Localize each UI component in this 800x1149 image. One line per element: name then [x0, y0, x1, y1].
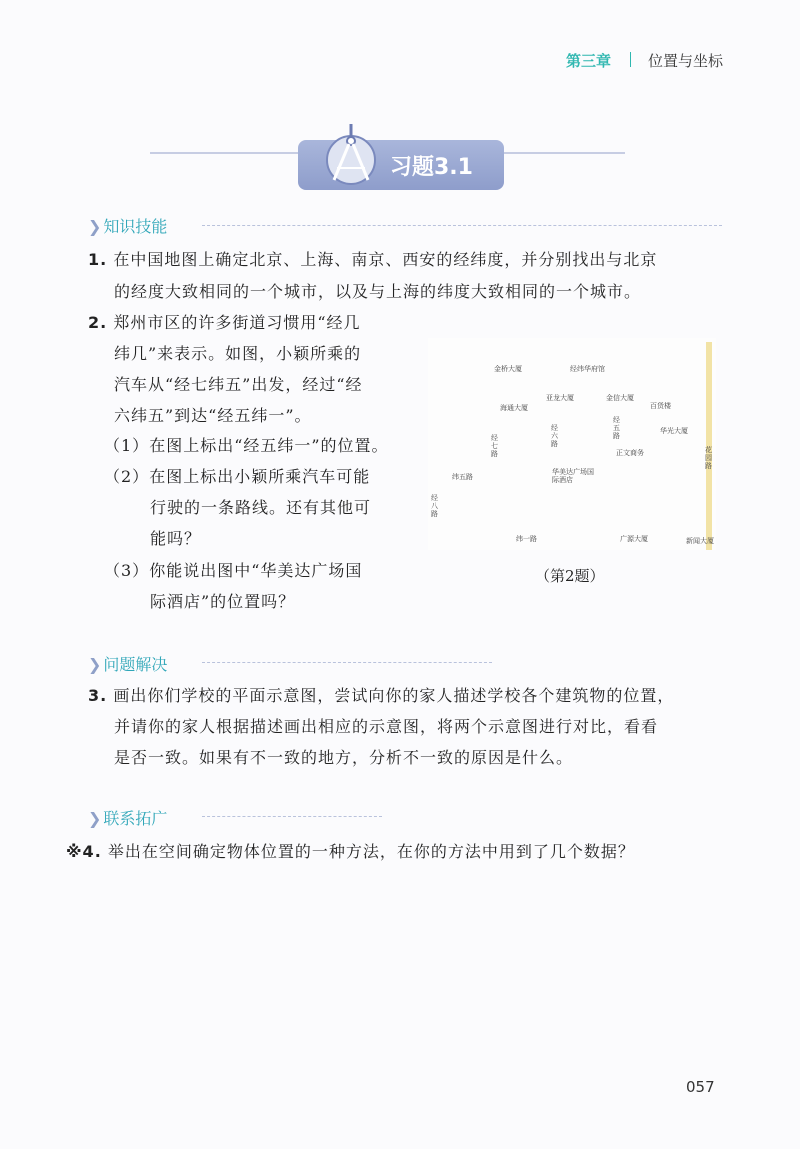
question-4-line1: 举出在空间确定物体位置的一种方法，在你的方法中用到了几个数据？ [107, 842, 635, 861]
question-2-line2: 纬几”来表示。如图，小颖所乘的 [114, 344, 362, 363]
chevron-icon: ❯ [88, 809, 102, 828]
section-header-skills: ❯ 知识技能 [88, 217, 168, 236]
banner-rule-right [500, 152, 625, 154]
street-map [428, 338, 716, 550]
question-3-line3: 是否一致。如果有不一致的地方，分析不一致的原因是什么。 [114, 748, 574, 767]
question-2-line3: 汽车从“经七纬五”出发，经过“经 [114, 375, 363, 394]
question-3-line2: 并请你的家人根据描述画出相应的示意图，将两个示意图进行对比，看看 [114, 717, 659, 736]
map-place: 华光大厦 [660, 427, 688, 435]
chevron-icon: ❯ [88, 655, 102, 674]
map-place: 海通大厦 [500, 404, 528, 412]
figure-caption: （第2题） [535, 567, 605, 585]
map-road: 纬五路 [452, 473, 473, 481]
map-road: 花园路 [705, 446, 712, 470]
chapter-label: 第三章 [566, 52, 612, 70]
question-1-line2: 的经度大致相同的一个城市，以及与上海的纬度大致相同的一个城市。 [114, 282, 642, 301]
question-2-line1: 郑州市区的许多街道习惯用“经几 [113, 313, 361, 332]
question-2-sub3-line2: 际酒店”的位置吗？ [150, 592, 296, 611]
map-road: 纬一路 [516, 535, 537, 543]
exercise-title: 习题3.1 [390, 155, 473, 180]
header-divider [630, 52, 631, 67]
section-header-extension: ❯ 联系拓广 [88, 809, 168, 828]
map-place: 华美达广场国际酒店 [552, 468, 594, 484]
question-2-sub1: （1）在图上标出“经五纬一”的位置。 [104, 436, 389, 455]
question-2-sub2-line3: 能吗？ [150, 529, 202, 548]
map-road: 经五路 [613, 416, 620, 440]
map-road: 经六路 [551, 424, 558, 448]
question-4: ※4. 举出在空间确定物体位置的一种方法，在你的方法中用到了几个数据？ [66, 842, 635, 861]
map-road: 经八路 [431, 494, 438, 518]
section-divider [202, 662, 492, 663]
map-place: 金桥大厦 [494, 365, 522, 373]
page-number: 057 [686, 1078, 715, 1096]
map-road: 经七路 [491, 434, 498, 458]
question-2-sub3: （3）你能说出图中“华美达广场国 [104, 561, 363, 580]
question-2-line4: 六纬五”到达“经五纬一”。 [114, 406, 312, 425]
chevron-icon: ❯ [88, 217, 102, 236]
question-2-sub2-line2: 行驶的一条路线。还有其他可 [150, 498, 372, 517]
question-1-line1: 在中国地图上确定北京、上海、南京、西安的经纬度，并分别找出与北京 [113, 250, 658, 269]
map-place: 新闻大厦 [686, 537, 714, 545]
question-2-sub2: （2）在图上标出小颖所乘汽车可能 [104, 467, 371, 486]
question-1: 1. 在中国地图上确定北京、上海、南京、西安的经纬度，并分别找出与北京 [88, 250, 658, 269]
question-2: 2. 郑州市区的许多街道习惯用“经几 [88, 313, 361, 332]
question-3-line1: 画出你们学校的平面示意图，尝试向你的家人描述学校各个建筑物的位置， [113, 686, 675, 705]
chapter-title: 位置与坐标 [648, 52, 724, 70]
section-divider [202, 225, 722, 226]
map-place: 经纬华府馆 [570, 365, 605, 373]
map-place: 亚龙大厦 [546, 394, 574, 402]
banner-rule-left [150, 152, 310, 154]
map-place: 百货楼 [650, 402, 671, 410]
section-header-problem-solving: ❯ 问题解决 [88, 655, 168, 674]
map-place: 金信大厦 [606, 394, 634, 402]
map-place: 正文商务 [616, 449, 644, 457]
section-divider [202, 816, 382, 817]
question-3: 3. 画出你们学校的平面示意图，尝试向你的家人描述学校各个建筑物的位置， [88, 686, 675, 705]
compass-icon [322, 124, 380, 190]
map-place: 广源大厦 [620, 535, 648, 543]
